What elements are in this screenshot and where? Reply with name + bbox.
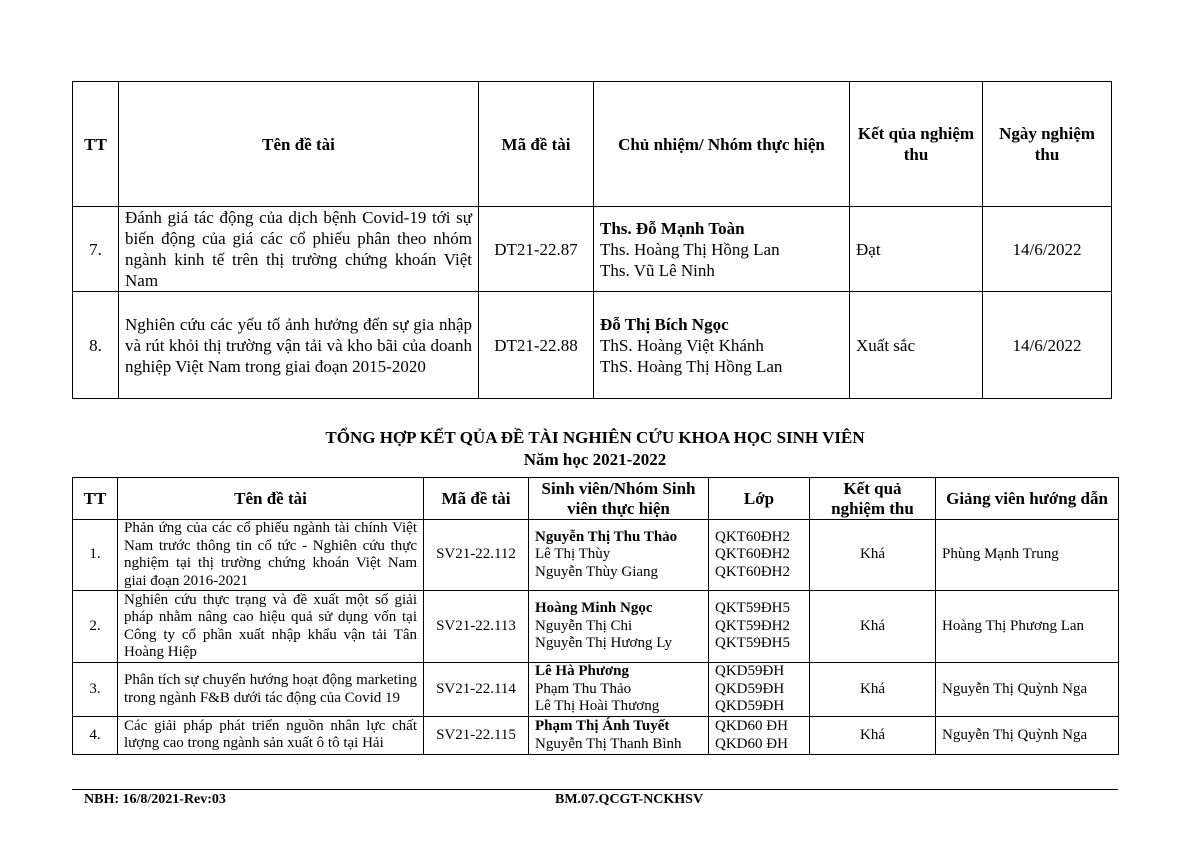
header-students: Sinh viên/Nhóm Sinh viên thực hiện <box>529 478 709 520</box>
row-result: Xuất sắc <box>850 292 983 399</box>
student: Lê Thị Hoài Thương <box>535 698 660 715</box>
row-result: Khá <box>810 663 936 717</box>
class-code: QKD60 ĐH <box>715 718 788 734</box>
table-row <box>73 207 1112 292</box>
row-code: DT21-22.87 <box>479 207 594 292</box>
class-code: QKT60ĐH2 <box>715 563 790 580</box>
header-tt: TT <box>73 82 119 207</box>
header-members: Chủ nhiệm/ Nhóm thực hiện <box>594 82 850 207</box>
table-row <box>73 520 1119 591</box>
header-result: Kết qủa nghiệm thu <box>850 82 983 207</box>
class-code: QKT59ĐH5 <box>715 600 790 617</box>
member-lead: Đỗ Thị Bích Ngọc <box>600 314 729 334</box>
row-advisor: Nguyễn Thị Quỳnh Nga <box>936 663 1119 717</box>
table-row <box>73 663 1119 717</box>
footer-form-code: BM.07.QCGT-NCKHSV <box>555 792 704 807</box>
row-code: SV21-22.112 <box>424 520 529 591</box>
student: Nguyễn Thùy Giang <box>535 563 659 580</box>
row-classes <box>709 591 810 663</box>
member-lead: Ths. Đỗ Mạnh Toàn <box>600 218 745 238</box>
row-tt: 2. <box>73 591 118 663</box>
class-code: QKD60 ĐH <box>715 735 788 752</box>
row-advisor: Phùng Mạnh Trung <box>936 520 1119 591</box>
row-students <box>529 663 709 717</box>
class-code: QKD59ĐH <box>715 698 785 715</box>
class-code: QKD59ĐH <box>715 680 785 697</box>
row-title: Phân tích sự chuyển hướng hoạt động marketing trong ngành F&B dưới tác động của Covid 19 <box>118 663 424 717</box>
student: Lê Thị Thùy <box>535 546 611 563</box>
row-students <box>529 591 709 663</box>
member: Ths. Hoàng Thị Hồng Lan <box>600 239 780 259</box>
student-lead: Nguyễn Thị Thu Thảo <box>535 528 678 545</box>
student-lead: Lê Hà Phương <box>535 663 629 680</box>
row-tt: 3. <box>73 663 118 717</box>
student: Nguyễn Thị Chi <box>535 617 633 634</box>
header-title: Tên đề tài <box>119 82 479 207</box>
member: ThS. Hoàng Thị Hồng Lan <box>600 356 783 376</box>
row-tt: 8. <box>73 292 119 399</box>
table-row <box>73 591 1119 663</box>
row-title: Nghiên cứu thực trạng và đề xuất một số giải pháp nhằm nâng cao hiệu quả sử dụng vốn tại Công ty cổ phần xuất nhập khẩu vận tải Tân Hoàng Hiệp <box>118 591 424 663</box>
row-classes <box>709 663 810 717</box>
student: Nguyễn Thị Hương Ly <box>535 635 673 652</box>
row-result: Khá <box>810 520 936 591</box>
row-students <box>529 520 709 591</box>
row-title-text: Các giải pháp phát triển nguồn nhân lực chất lượng cao trong ngành sản xuất ô tô tại Hải <box>124 717 417 751</box>
table-row <box>73 717 1119 755</box>
row-tt: 4. <box>73 717 118 755</box>
student: Phạm Thu Thảo <box>535 680 632 697</box>
class-code: QKT60ĐH2 <box>715 546 790 563</box>
class-code: QKT59ĐH5 <box>715 635 790 652</box>
header-tt: TT <box>73 478 118 520</box>
member: ThS. Hoàng Việt Khánh <box>600 335 764 355</box>
table-row <box>73 292 1112 399</box>
row-code: DT21-22.88 <box>479 292 594 399</box>
research-table-lecturers <box>72 81 1112 399</box>
header-title: Tên đề tài <box>118 478 424 520</box>
header-date: Ngày nghiệm thu <box>983 82 1112 207</box>
class-code: QKT59ĐH2 <box>715 617 790 634</box>
research-table-students <box>72 477 1119 755</box>
row-tt: 1. <box>73 520 118 591</box>
header-result: Kết quả nghiệm thu <box>810 478 936 520</box>
row-students <box>529 717 709 755</box>
row-title: Nghiên cứu các yếu tố ảnh hưởng đến sự gia nhập và rút khỏi thị trường vận tải và kho bãi của doanh nghiệp Việt Nam trong giai đoạn 2015-2020 <box>119 292 479 399</box>
row-result: Đạt <box>850 207 983 292</box>
student: Nguyễn Thị Thanh Bình <box>535 735 682 752</box>
row-members <box>594 207 850 292</box>
section-subtitle: Năm học 2021-2022 <box>523 450 667 469</box>
row-advisor: Hoàng Thị Phương Lan <box>936 591 1119 663</box>
class-code: QKT60ĐH2 <box>715 528 790 545</box>
student-lead: Phạm Thị Ánh Tuyết <box>535 718 670 734</box>
student-lead: Hoàng Minh Ngọc <box>535 600 653 617</box>
row-code: SV21-22.114 <box>424 663 529 717</box>
row-result: Khá <box>810 591 936 663</box>
row-members <box>594 292 850 399</box>
row-classes <box>709 520 810 591</box>
row-title: Đánh giá tác động của dịch bệnh Covid-19 tới sự biến động của giá các cổ phiếu phân theo nhóm ngành kinh tế trên thị trường chứng khoán Việt Nam <box>119 207 479 292</box>
section-title: TỔNG HỢP KẾT QỦA ĐỀ TÀI NGHIÊN CỨU KHOA HỌC SINH VIÊN <box>325 428 865 447</box>
row-title: Phản ứng của các cổ phiếu ngành tài chính Việt Nam trước thông tin cổ tức - Nghiên cứu thực nghiệm tại thị trường chứng khoán Việt Nam giai đoạn 2016-2021 <box>118 520 424 591</box>
class-code: QKD59ĐH <box>715 663 785 680</box>
header-code: Mã đề tài <box>424 478 529 520</box>
table-header-row <box>73 478 1119 520</box>
row-advisor: Nguyễn Thị Quỳnh Nga <box>936 717 1119 755</box>
footer-revision: NBH: 16/8/2021-Rev:03 <box>84 792 226 807</box>
row-tt: 7. <box>73 207 119 292</box>
row-code: SV21-22.115 <box>424 717 529 755</box>
table-header-row <box>73 82 1112 207</box>
row-date: 14/6/2022 <box>983 207 1112 292</box>
row-date: 14/6/2022 <box>983 292 1112 399</box>
row-result: Khá <box>810 717 936 755</box>
header-class: Lớp <box>709 478 810 520</box>
member: Ths. Vũ Lê Ninh <box>600 260 715 280</box>
row-code: SV21-22.113 <box>424 591 529 663</box>
header-advisor: Giảng viên hướng dẫn <box>936 478 1119 520</box>
row-title <box>118 717 424 755</box>
row-classes <box>709 717 810 755</box>
footer-divider <box>72 789 1118 790</box>
header-code: Mã đề tài <box>479 82 594 207</box>
